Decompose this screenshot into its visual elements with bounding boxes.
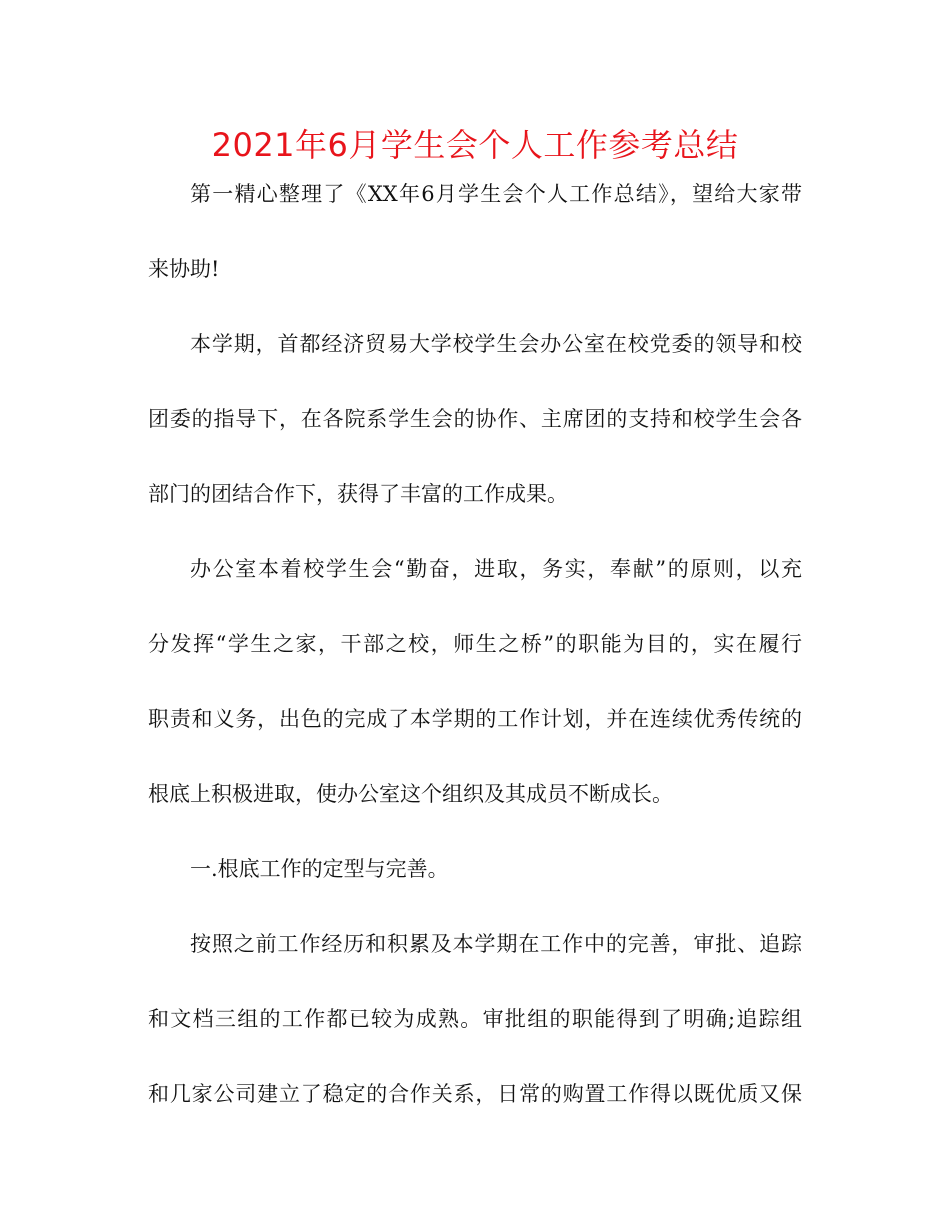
paragraph-line: 按照之前工作经历和积累及本学期在工作中的完善，审批、追踪 <box>190 932 802 956</box>
paragraph-line: 团委的指导下，在各院系学生会的协作、主席团的支持和校学生会各 <box>148 407 802 431</box>
paragraph-line: 和文档三组的工作都已较为成熟。审批组的职能得到了明确;追踪组 <box>148 1007 802 1031</box>
document-title: 2021年6月学生会个人工作参考总结 <box>211 126 739 164</box>
paragraph-line: 办公室本着校学生会“勤奋，进取，务实，奉献”的原则，以充 <box>190 557 802 581</box>
paragraph-line: 分发挥“学生之家，干部之校，师生之桥”的职能为目的，实在履行 <box>148 632 802 656</box>
paragraph-line: 职责和义务，出色的完成了本学期的工作计划，并在连续优秀传统的 <box>148 707 802 731</box>
paragraph-line: 和几家公司建立了稳定的合作关系，日常的购置工作得以既优质又保 <box>148 1082 802 1106</box>
paragraph-line: 本学期，首都经济贸易大学校学生会办公室在校党委的领导和校 <box>190 332 802 356</box>
paragraph-line: 部门的团结合作下，获得了丰富的工作成果。 <box>148 482 568 506</box>
paragraph-line: 第一精心整理了《XX年6月学生会个人工作总结》，望给大家带 <box>190 182 802 206</box>
paragraph-line: 根底上积极进取，使办公室这个组织及其成员不断成长。 <box>148 782 673 806</box>
section-heading: 一.根底工作的定型与完善。 <box>190 857 449 881</box>
paragraph-line: 来协助! <box>148 257 220 281</box>
